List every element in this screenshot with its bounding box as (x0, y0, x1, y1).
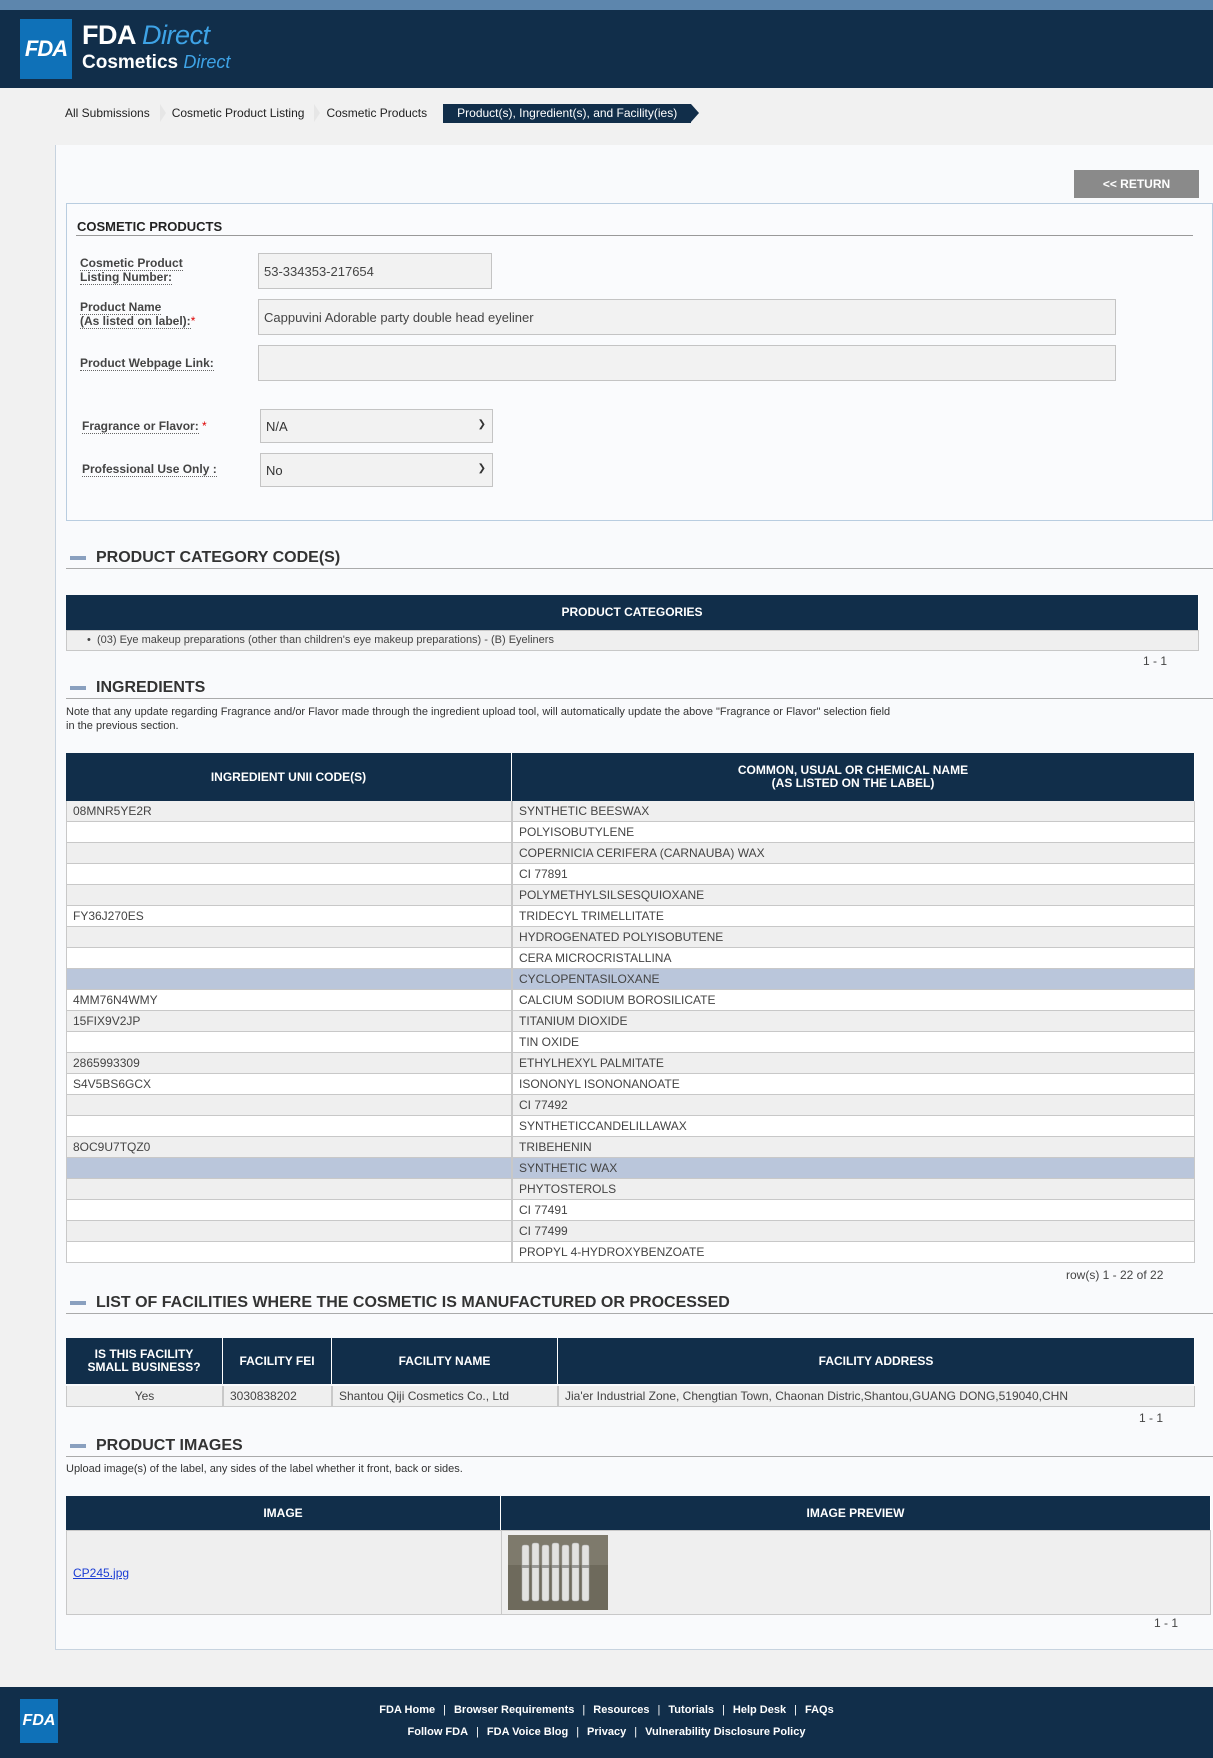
table-row[interactable] (66, 1221, 1195, 1242)
ingredients-note-line1: Note that any update regarding Fragrance and/or Flavor made through the ingredient upload tool, will automatically update the above "Fragrance or Flavor" selection field (66, 706, 891, 718)
unii-code-cell: 4MM76N4WMY (66, 990, 512, 1010)
category-section-divider (66, 568, 1213, 569)
chemical-name-header[interactable] (512, 753, 1195, 801)
collapse-icon[interactable] (70, 1301, 86, 1305)
footer-links-row2 (0, 1726, 1213, 1738)
table-row[interactable] (66, 885, 1195, 906)
table-row[interactable] (66, 1011, 1195, 1032)
footer-link-follow-fda[interactable]: Follow FDA (407, 1726, 469, 1738)
chemical-name-cell: TRIDECYL TRIMELLITATE (512, 906, 1195, 926)
ingredients-note-line2: in the previous section. (66, 720, 179, 732)
footer-separator: | (576, 1726, 580, 1738)
table-row[interactable] (66, 1158, 1195, 1179)
brand-direct: Direct (142, 20, 210, 50)
table-row[interactable] (66, 990, 1195, 1011)
images-section-title: PRODUCT IMAGES (96, 1437, 243, 1454)
top-stripe (0, 0, 1213, 10)
product-image-thumbnail[interactable] (508, 1535, 608, 1610)
chevron-down-icon: ❯ (477, 463, 486, 474)
brand-cosmetics-direct-text: Direct (183, 52, 231, 72)
unii-code-cell: 8OC9U7TQZ0 (66, 1137, 512, 1157)
fragrance-label (82, 419, 207, 433)
images-section-divider (66, 1456, 1213, 1457)
small-business-header[interactable] (66, 1338, 223, 1384)
footer-fda-logo[interactable]: FDA (20, 1699, 58, 1743)
professional-label-text: Professional Use Only : (82, 462, 217, 476)
facilities-pager: 1 - 1 (1139, 1411, 1164, 1425)
chemical-name-cell: CI 77891 (512, 864, 1195, 884)
unii-code-cell (66, 1095, 512, 1115)
images-section-header[interactable] (70, 1437, 243, 1455)
professional-use-select[interactable] (260, 453, 493, 487)
unii-code-cell: 2865993309 (66, 1053, 512, 1073)
ingredients-pager: row(s) 1 - 22 of 22 (1066, 1268, 1164, 1282)
chemical-name-cell: CALCIUM SODIUM BOROSILICATE (512, 990, 1195, 1010)
unii-code-cell (66, 864, 512, 884)
footer-separator: | (657, 1704, 661, 1716)
footer-link-fda-voice-blog[interactable]: FDA Voice Blog (486, 1726, 569, 1738)
unii-code-cell: FY36J270ES (66, 906, 512, 926)
unii-code-cell (66, 948, 512, 968)
ingredients-section-header[interactable] (70, 679, 205, 697)
unii-code-cell (66, 1116, 512, 1136)
product-name-field[interactable]: Cappuvini Adorable party double head eyeliner (258, 299, 1116, 335)
footer-links-row1 (0, 1704, 1213, 1716)
product-name-label-line1: Product Name (80, 300, 162, 314)
chemical-name-cell: POLYISOBUTYLENE (512, 822, 1195, 842)
cosmetic-products-title: COSMETIC PRODUCTS (77, 219, 223, 234)
breadcrumb-cosmetic-product-listing[interactable]: Cosmetic Product Listing (162, 104, 317, 123)
app-header (0, 10, 1213, 88)
product-name-label (80, 300, 195, 328)
footer-separator: | (794, 1704, 797, 1716)
footer-separator: | (722, 1704, 725, 1716)
footer-link-browser-requirements[interactable]: Browser Requirements (453, 1704, 575, 1716)
category-item-text: (03) Eye makeup preparations (other than children's eye makeup preparations) - (B) Eyeliners (96, 634, 554, 646)
category-section-title: PRODUCT CATEGORY CODE(S) (96, 549, 341, 566)
unii-code-cell (66, 927, 512, 947)
chevron-down-icon: ❯ (477, 419, 486, 430)
chemical-name-cell: CI 77491 (512, 1200, 1195, 1220)
footer-separator: | (443, 1704, 446, 1716)
required-mark-fragrance: * (202, 419, 207, 433)
unii-code-cell (66, 885, 512, 905)
facility-address: Jia'er Industrial Zone, Chengtian Town, Chaonan Distric,Shantou,GUANG DONG,519040,CHN (558, 1386, 1195, 1406)
image-preview-header[interactable]: IMAGE PREVIEW (501, 1496, 1211, 1530)
category-row (66, 630, 1199, 651)
category-item: • (03) Eye makeup preparations (other than children's eye makeup preparations) - (B) Eyeliners (87, 634, 554, 646)
chemical-name-cell: POLYMETHYLSILSESQUIOXANE (512, 885, 1195, 905)
facilities-section-title: LIST OF FACILITIES WHERE THE COSMETIC IS MANUFACTURED OR PROCESSED (96, 1294, 730, 1311)
facilities-section-header[interactable] (70, 1294, 730, 1312)
listing-label-line1: Cosmetic Product (80, 256, 183, 270)
footer-separator: | (582, 1704, 586, 1716)
table-row[interactable] (66, 1053, 1195, 1074)
fragrance-selected-value: N/A (266, 418, 288, 434)
table-row[interactable] (66, 864, 1195, 885)
webpage-link-label (80, 356, 214, 370)
table-row[interactable] (66, 948, 1195, 969)
table-row[interactable] (66, 1242, 1195, 1263)
footer-link-privacy[interactable]: Privacy (587, 1726, 627, 1738)
return-button[interactable]: << RETURN (1074, 170, 1199, 198)
facility-name: Shantou Qiji Cosmetics Co., Ltd (332, 1386, 558, 1406)
footer-link-help-desk[interactable]: Help Desk (732, 1704, 787, 1716)
small-business-header-line2: SMALL BUSINESS? (87, 1360, 201, 1374)
category-pager: 1 - 1 (1143, 654, 1168, 668)
listing-number-field[interactable]: 53-334353-217654 (258, 253, 492, 289)
table-row[interactable] (66, 1116, 1195, 1137)
product-categories-header: PRODUCT CATEGORIES (66, 595, 1199, 630)
chemical-name-cell: HYDROGENATED POLYISOBUTENE (512, 927, 1195, 947)
table-row[interactable] (66, 1032, 1195, 1053)
image-header[interactable]: IMAGE (66, 1496, 501, 1530)
unii-code-cell (66, 969, 512, 989)
chemical-name-cell: ETHYLHEXYL PALMITATE (512, 1053, 1195, 1073)
chemical-name-cell: COPERNICIA CERIFERA (CARNAUBA) WAX (512, 843, 1195, 863)
breadcrumb-cosmetic-products[interactable]: Cosmetic Products (326, 106, 428, 120)
chemical-name-cell: SYNTHETIC WAX (512, 1158, 1195, 1178)
listing-number-label (80, 256, 183, 284)
listing-label-line2: Listing Number: (80, 270, 172, 284)
facilities-section-divider (66, 1313, 1213, 1314)
breadcrumb (55, 104, 691, 123)
unii-code-cell (66, 1158, 512, 1178)
facility-address-header[interactable]: FACILITY ADDRESS (558, 1338, 1195, 1384)
breadcrumb-current: Product(s), Ingredient(s), and Facility(ies) (443, 104, 691, 123)
chemical-name-cell: SYNTHETIC BEESWAX (512, 801, 1195, 821)
footer-link-tutorials[interactable]: Tutorials (668, 1704, 715, 1716)
images-note: Upload image(s) of the label, any sides of the label whether it front, back or sides. (66, 1463, 463, 1475)
image-file-link[interactable]: CP245.jpg (73, 1565, 130, 1580)
webpage-link-field[interactable] (258, 345, 1116, 381)
chemical-name-cell: TRIBEHENIN (512, 1137, 1195, 1157)
ingredients-section-divider (66, 698, 1213, 699)
unii-code-header[interactable]: INGREDIENT UNII CODE(S) (66, 753, 512, 801)
chemical-name-cell: CI 77492 (512, 1095, 1195, 1115)
unii-code-cell (66, 1200, 512, 1220)
collapse-icon[interactable] (70, 686, 86, 690)
chemical-name-cell: CERA MICROCRISTALLINA (512, 948, 1195, 968)
unii-code-cell: S4V5BS6GCX (66, 1074, 512, 1094)
brand-cosmetics: Cosmetics (82, 52, 179, 73)
table-row[interactable] (66, 906, 1195, 927)
brand-fda-direct (82, 20, 210, 51)
facility-row (66, 1386, 1195, 1407)
chemical-name-cell: CI 77499 (512, 1221, 1195, 1241)
table-row[interactable] (66, 843, 1195, 864)
chemical-name-cell: TIN OXIDE (512, 1032, 1195, 1052)
footer (0, 1687, 1213, 1758)
table-row[interactable] (66, 1137, 1195, 1158)
unii-code-cell (66, 1032, 512, 1052)
webpage-label-text: Product Webpage Link: (80, 356, 214, 370)
image-row (66, 1530, 1211, 1615)
facility-fei: 3030838202 (223, 1386, 332, 1406)
ingredients-note (66, 705, 890, 733)
image-preview-cell (502, 1531, 1210, 1614)
table-row[interactable] (66, 927, 1195, 948)
fragrance-select[interactable] (260, 409, 493, 443)
footer-link-faqs[interactable]: FAQs (804, 1704, 834, 1716)
unii-code-cell: 15FIX9V2JP (66, 1011, 512, 1031)
chemical-name-cell: CYCLOPENTASILOXANE (512, 969, 1195, 989)
fieldset-divider (76, 235, 1193, 236)
chemical-name-header-line1: COMMON, USUAL OR CHEMICAL NAME (737, 763, 969, 777)
unii-code-cell: 08MNR5YE2R (66, 801, 512, 821)
table-row[interactable] (66, 1179, 1195, 1200)
collapse-icon[interactable] (70, 556, 86, 560)
table-row[interactable] (66, 822, 1195, 843)
ingredients-section-title: INGREDIENTS (96, 679, 206, 696)
footer-link-vulnerability-disclosure-policy[interactable]: Vulnerability Disclosure Policy (645, 1726, 806, 1738)
category-section-header[interactable] (70, 549, 340, 567)
chemical-name-cell: ISONONYL ISONONANOATE (512, 1074, 1195, 1094)
footer-link-resources[interactable]: Resources (593, 1704, 650, 1716)
facility-name-header[interactable]: FACILITY NAME (332, 1338, 558, 1384)
unii-code-cell (66, 822, 512, 842)
unii-code-cell (66, 1242, 512, 1262)
facility-small-business: Yes (66, 1386, 223, 1406)
table-row[interactable] (66, 1095, 1195, 1116)
product-name-label-line2: (As listed on label): (80, 314, 191, 328)
collapse-icon[interactable] (70, 1444, 86, 1448)
footer-separator: | (634, 1726, 638, 1738)
unii-code-cell (66, 843, 512, 863)
fda-logo[interactable]: FDA (20, 19, 72, 79)
chemical-name-cell: PHYTOSTEROLS (512, 1179, 1195, 1199)
small-business-header-line1: IS THIS FACILITY (94, 1347, 194, 1361)
unii-code-cell (66, 1179, 512, 1199)
chemical-name-cell: PROPYL 4-HYDROXYBENZOATE (512, 1242, 1195, 1262)
chemical-name-cell: TITANIUM DIOXIDE (512, 1011, 1195, 1031)
footer-link-fda-home[interactable]: FDA Home (379, 1704, 436, 1716)
footer-separator: | (476, 1726, 479, 1738)
images-pager: 1 - 1 (1154, 1616, 1179, 1630)
brand-cosmetics-direct (82, 52, 230, 74)
table-row[interactable] (66, 1200, 1195, 1221)
breadcrumb-all-submissions[interactable]: All Submissions (55, 104, 162, 123)
table-row[interactable] (66, 801, 1195, 822)
table-row[interactable] (66, 969, 1195, 990)
professional-selected-value: No (266, 462, 283, 478)
chemical-name-cell: SYNTHETICCANDELILLAWAX (512, 1116, 1195, 1136)
fragrance-label-text: Fragrance or Flavor: (82, 419, 199, 433)
brand-main: FDA (82, 20, 135, 50)
image-file-cell (67, 1531, 502, 1614)
table-row[interactable] (66, 1074, 1195, 1095)
facility-fei-header[interactable]: FACILITY FEI (223, 1338, 332, 1384)
required-mark: * (190, 314, 196, 328)
unii-code-cell (66, 1221, 512, 1241)
chemical-name-header-line2: (AS LISTED ON THE LABEL) (771, 776, 935, 790)
professional-use-label (82, 462, 217, 476)
